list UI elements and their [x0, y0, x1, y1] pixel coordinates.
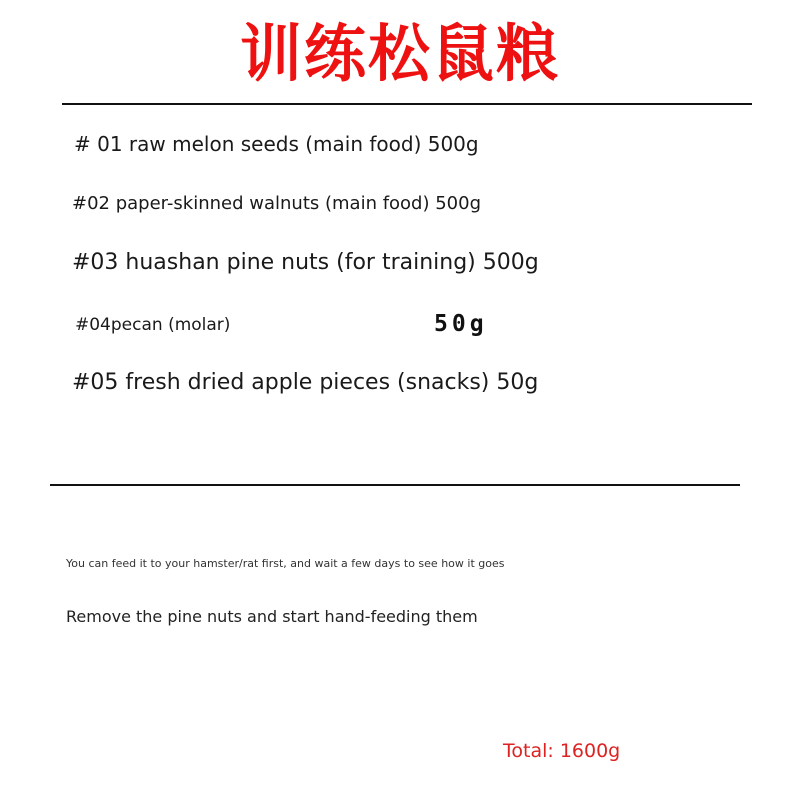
list-item: #05 fresh dried apple pieces (snacks) 50g	[72, 370, 539, 395]
list-item: #02 paper-skinned walnuts (main food) 500g	[72, 193, 482, 214]
page-title: 训练松鼠粮	[239, 17, 560, 90]
top-divider	[62, 103, 752, 105]
middle-divider	[50, 484, 740, 486]
feeding-note: You can feed it to your hamster/rat first, and wait a few days to see how it goes	[66, 557, 505, 570]
total-weight: Total: 1600g	[503, 740, 621, 762]
list-item: #04pecan (molar)	[75, 315, 231, 335]
list-item-weight: 50g	[434, 311, 488, 337]
list-item: # 01 raw melon seeds (main food) 500g	[74, 132, 479, 156]
list-item: #03 huashan pine nuts (for training) 500g	[72, 250, 539, 275]
instruction-note: Remove the pine nuts and start hand-feeding them	[66, 607, 478, 626]
